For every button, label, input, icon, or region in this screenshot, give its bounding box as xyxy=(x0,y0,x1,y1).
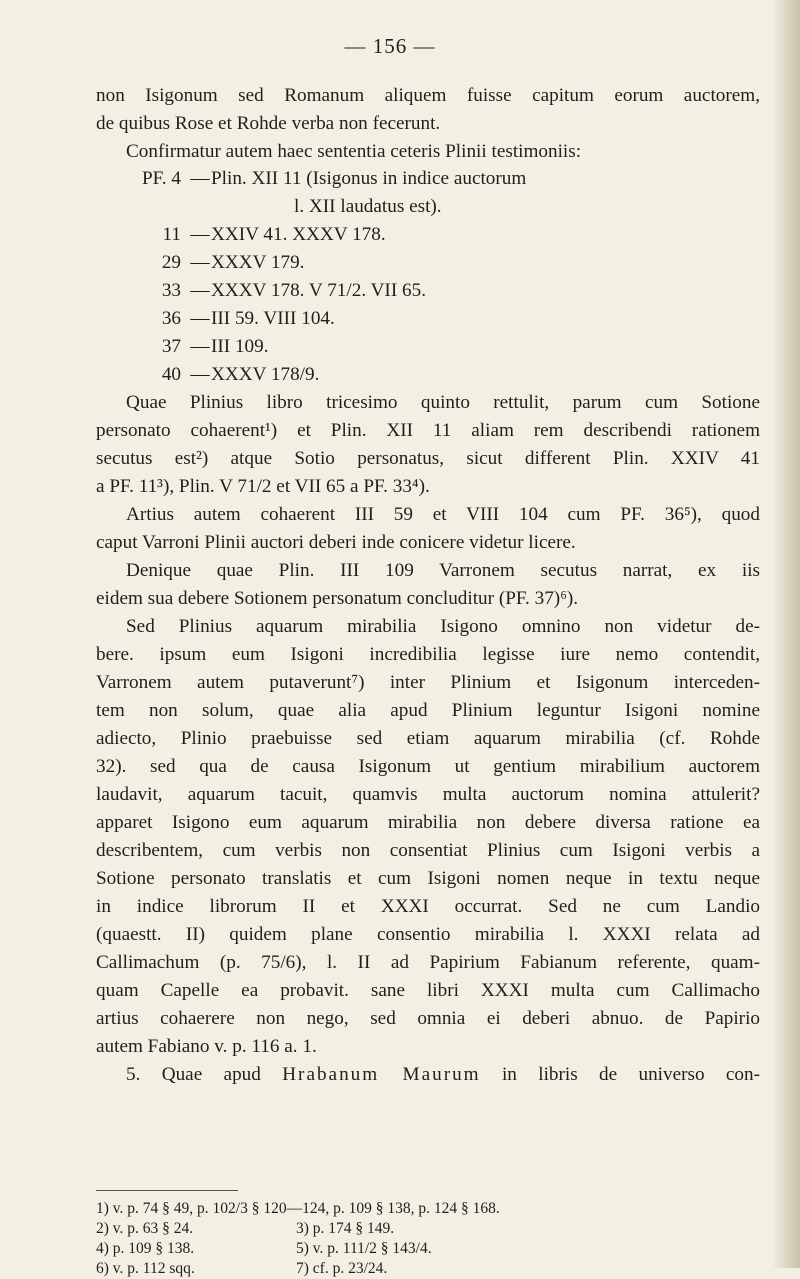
citation-dash: — xyxy=(190,336,210,357)
text-line: Sed Plinius aquarum mirabilia Isigono omnino non videtur de- xyxy=(126,616,760,637)
citation-dash: — xyxy=(190,308,210,329)
citation-list xyxy=(96,165,736,389)
citation-text: XXXV 178. V 71/2. VII 65. xyxy=(211,280,426,301)
citation-row xyxy=(96,165,736,193)
citation-number: 36 xyxy=(161,308,181,329)
footnote-row xyxy=(96,1219,776,1239)
text-line: tem non solum, quae alia apud Plinium leguntur Isigoni nomine xyxy=(96,700,760,721)
footnote: 3) p. 174 § 149. xyxy=(296,1220,395,1237)
footnote-divider xyxy=(96,1190,238,1191)
text-line: de quibus Rose et Rohde verba non fecerunt. xyxy=(96,113,441,134)
citation-text: III 109. xyxy=(211,336,269,357)
spaced-name: Hrabanum Maurum xyxy=(282,1064,481,1085)
text-line: non Isigonum sed Romanum aliquem fuisse capitum eorum auctorem, xyxy=(96,85,760,106)
citation-number: 33 xyxy=(161,280,181,301)
text-line: autem Fabiano v. p. 116 a. 1. xyxy=(96,1036,317,1057)
text-line: Artius autem cohaerent III 59 et VIII 104 cum PF. 36⁵), quod xyxy=(126,504,760,525)
citation-number: PF. 4 xyxy=(142,168,181,189)
text-line: personato cohaerent¹) et Plin. XII 11 aliam rem describendi rationem xyxy=(96,420,760,441)
citation-row xyxy=(96,305,736,333)
footnote-row xyxy=(96,1259,776,1279)
text-line: caput Varroni Plinii auctori deberi inde conicere videtur licere. xyxy=(96,532,576,553)
citation-text: XXIV 41. XXXV 178. xyxy=(211,224,386,245)
text-line: bere. ipsum eum Isigoni incredibilia legisse iure nemo contendit, xyxy=(96,644,760,665)
footnote: 1) v. p. 74 § 49, p. 102/3 § 120—124, p. 109 § 138, p. 124 § 168. xyxy=(96,1200,500,1217)
text-fragment: in libris de universo con- xyxy=(480,1064,760,1085)
footnote: 4) p. 109 § 138. xyxy=(96,1240,195,1257)
citation-text: III 59. VIII 104. xyxy=(211,308,335,329)
text-line: Confirmatur autem haec sententia ceteris Plinii testimoniis: xyxy=(126,141,582,162)
text-line: in indice librorum II et XXXI occurrat. Sed ne cum Landio xyxy=(96,896,760,917)
text-line: (quaestt. II) quidem plane consentio mirabilia l. XXXI relata ad xyxy=(96,924,760,945)
citation-number: 40 xyxy=(161,364,181,385)
text-line: quam Capelle ea probavit. sane libri XXXI multa cum Callimacho xyxy=(96,980,760,1001)
text-line: describentem, cum verbis non consentiat Plinius cum Isigoni verbis a xyxy=(96,840,760,861)
citation-row xyxy=(96,221,736,249)
footnote: 2) v. p. 63 § 24. xyxy=(96,1220,194,1237)
citation-text: Plin. XII 11 (Isigonus in indice auctorum xyxy=(211,168,527,189)
citation-text: XXXV 178/9. xyxy=(211,364,320,385)
footnote-row xyxy=(96,1239,776,1259)
citation-text: XXXV 179. xyxy=(211,252,305,273)
text-line: eidem sua debere Sotionem personatum concluditur (PF. 37)⁶). xyxy=(96,588,579,609)
text-line: 32). sed qua de causa Isigonum ut gentium mirabilium auctorem xyxy=(96,756,760,777)
citation-dash: — xyxy=(190,364,210,385)
footnote: 5) v. p. 111/2 § 143/4. xyxy=(296,1240,432,1257)
text-line: a PF. 11³), Plin. V 71/2 et VII 65 a PF. 33⁴). xyxy=(96,476,430,497)
citation-dash: — xyxy=(190,280,210,301)
text-line: Varronem autem putaverunt⁷) inter Plinium et Isigonum interceden- xyxy=(96,672,760,693)
text-line: Denique quae Plin. III 109 Varronem secutus narrat, ex iis xyxy=(126,560,760,581)
citation-row xyxy=(96,249,736,277)
text-fragment: 5. Quae apud xyxy=(126,1064,283,1085)
citation-number: 11 xyxy=(162,224,181,245)
intro-text xyxy=(96,82,760,166)
text-line: adiecto, Plinio praebuisse sed etiam aquarum mirabilia (cf. Rohde xyxy=(96,728,760,749)
text-line: Callimachum (p. 75/6), l. II ad Papirium Fabianum referente, quam- xyxy=(96,952,760,973)
text-line: apparet Isigono eum aquarum mirabilia non debere diversa ratione ea xyxy=(96,812,760,833)
citation-row xyxy=(96,277,736,305)
text-line: laudavit, aquarum tacuit, quamvis multa auctorum nomina attulerit? xyxy=(96,784,760,805)
text-line: secutus est²) atque Sotio personatus, sicut different Plin. XXIV 41 xyxy=(96,448,760,469)
footnotes xyxy=(96,1199,776,1279)
text-line: artius cohaerere non nego, sed omnia ei deberi abnuo. de Papirio xyxy=(96,1008,760,1029)
citation-number: 29 xyxy=(161,252,181,273)
footnote: 7) cf. p. 23/24. xyxy=(296,1260,388,1277)
citation-text: l. XII laudatus est). xyxy=(294,196,442,217)
citation-row xyxy=(96,193,736,221)
page-number: — 156 — xyxy=(344,34,436,58)
citation-dash: — xyxy=(190,252,210,273)
citation-row xyxy=(96,333,736,361)
footnote-row xyxy=(96,1199,776,1219)
citation-number: 37 xyxy=(161,336,181,357)
text-line: Sotione personato translatis et cum Isigoni nomen neque in textu neque xyxy=(96,868,760,889)
text-line xyxy=(96,1061,760,1089)
citation-dash: — xyxy=(190,224,210,245)
main-paragraphs xyxy=(96,389,760,1089)
citation-row xyxy=(96,361,736,389)
text-line: Quae Plinius libro tricesimo quinto rettulit, parum cum Sotione xyxy=(126,392,760,413)
citation-dash: — xyxy=(190,168,210,189)
page-edge-shadow xyxy=(772,0,800,1268)
footnote: 6) v. p. 112 sqq. xyxy=(96,1260,195,1277)
